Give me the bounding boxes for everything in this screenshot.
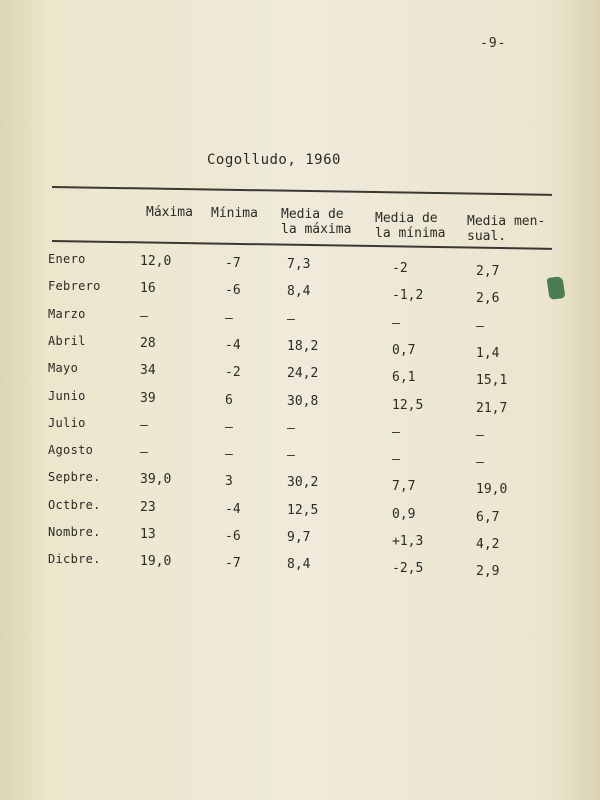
- month-cell: Marzo: [48, 306, 86, 321]
- media-minima-cell: -1,2: [392, 288, 424, 304]
- maxima-cell: 16: [140, 281, 156, 297]
- media-maxima-cell: 9,7: [287, 530, 311, 545]
- header-maxima: Máxima: [146, 205, 193, 220]
- minima-cell: -7: [225, 556, 241, 572]
- minima-cell: –: [225, 419, 233, 435]
- media-minima-cell: -2: [392, 261, 408, 276]
- table-title: Cogolludo, 1960: [207, 152, 341, 168]
- media-mensual-cell: 2,7: [476, 264, 500, 279]
- media-mensual-cell: 21,7: [476, 400, 508, 416]
- media-mensual-cell: –: [476, 455, 484, 471]
- media-minima-cell: 12,5: [392, 397, 424, 413]
- media-minima-cell: –: [392, 424, 400, 440]
- media-maxima-cell: 18,2: [287, 338, 319, 354]
- minima-cell: 6: [225, 392, 233, 408]
- media-mensual-cell: 2,9: [476, 564, 500, 580]
- minima-cell: 3: [225, 474, 233, 490]
- minima-cell: -6: [225, 283, 241, 299]
- month-cell: Julio: [48, 415, 86, 430]
- media-mensual-cell: –: [476, 427, 484, 443]
- media-mensual-cell: 2,6: [476, 291, 500, 307]
- media-minima-cell: 6,1: [392, 370, 416, 386]
- header-minima: Mínima: [211, 206, 258, 221]
- minima-cell: -7: [225, 256, 241, 271]
- media-maxima-cell: 24,2: [287, 366, 319, 382]
- month-cell: Abril: [48, 333, 86, 348]
- maxima-cell: 28: [140, 335, 156, 351]
- media-maxima-cell: –: [287, 311, 295, 327]
- header-media-minima: Media de la mínima: [375, 211, 446, 241]
- maxima-cell: 34: [140, 363, 156, 379]
- media-mensual-cell: 15,1: [476, 373, 508, 389]
- month-cell: Enero: [48, 252, 86, 266]
- media-maxima-cell: 12,5: [287, 502, 319, 518]
- media-maxima-cell: –: [287, 448, 295, 464]
- maxima-cell: –: [140, 308, 148, 324]
- media-maxima-cell: 30,2: [287, 475, 319, 491]
- maxima-cell: 12,0: [140, 254, 172, 269]
- media-maxima-cell: 7,3: [287, 257, 311, 272]
- maxima-cell: 39,0: [140, 472, 172, 488]
- media-mensual-cell: –: [476, 318, 484, 334]
- month-cell: Dicbre.: [48, 552, 101, 567]
- green-ink-stain: [547, 276, 566, 300]
- media-maxima-cell: –: [287, 420, 295, 436]
- media-mensual-cell: 4,2: [476, 537, 500, 552]
- maxima-cell: 39: [140, 390, 156, 406]
- page-number: -9-: [480, 36, 507, 51]
- header-media-maxima: Media de la máxima: [281, 207, 352, 237]
- minima-cell: -2: [225, 365, 241, 381]
- maxima-cell: –: [140, 445, 148, 461]
- header-media-mensual: Media men- sual.: [467, 214, 546, 244]
- month-cell: Sepbre.: [48, 470, 101, 485]
- media-maxima-cell: 8,4: [287, 284, 311, 300]
- media-mensual-cell: 6,7: [476, 509, 500, 525]
- month-cell: Octbre.: [48, 497, 101, 512]
- media-maxima-cell: 8,4: [287, 557, 311, 573]
- media-maxima-cell: 30,8: [287, 393, 319, 409]
- table-top-rule: [52, 186, 552, 196]
- minima-cell: -6: [225, 529, 241, 544]
- media-mensual-cell: 1,4: [476, 345, 500, 361]
- maxima-cell: 23: [140, 499, 156, 515]
- media-minima-cell: +1,3: [392, 534, 424, 549]
- minima-cell: -4: [225, 337, 241, 353]
- maxima-cell: 13: [140, 527, 156, 542]
- month-cell: Agosto: [48, 443, 94, 458]
- media-minima-cell: 0,9: [392, 506, 416, 522]
- media-minima-cell: 7,7: [392, 479, 416, 495]
- month-cell: Nombre.: [48, 525, 101, 539]
- maxima-cell: –: [140, 417, 148, 433]
- media-mensual-cell: 19,0: [476, 482, 508, 498]
- minima-cell: -4: [225, 501, 241, 517]
- media-minima-cell: –: [392, 452, 400, 468]
- media-minima-cell: -2,5: [392, 561, 424, 577]
- media-minima-cell: –: [392, 315, 400, 331]
- month-cell: Mayo: [48, 361, 79, 376]
- minima-cell: –: [225, 447, 233, 463]
- month-cell: Junio: [48, 388, 86, 403]
- maxima-cell: 19,0: [140, 554, 172, 570]
- minima-cell: –: [225, 310, 233, 326]
- media-minima-cell: 0,7: [392, 342, 416, 358]
- month-cell: Febrero: [48, 279, 101, 294]
